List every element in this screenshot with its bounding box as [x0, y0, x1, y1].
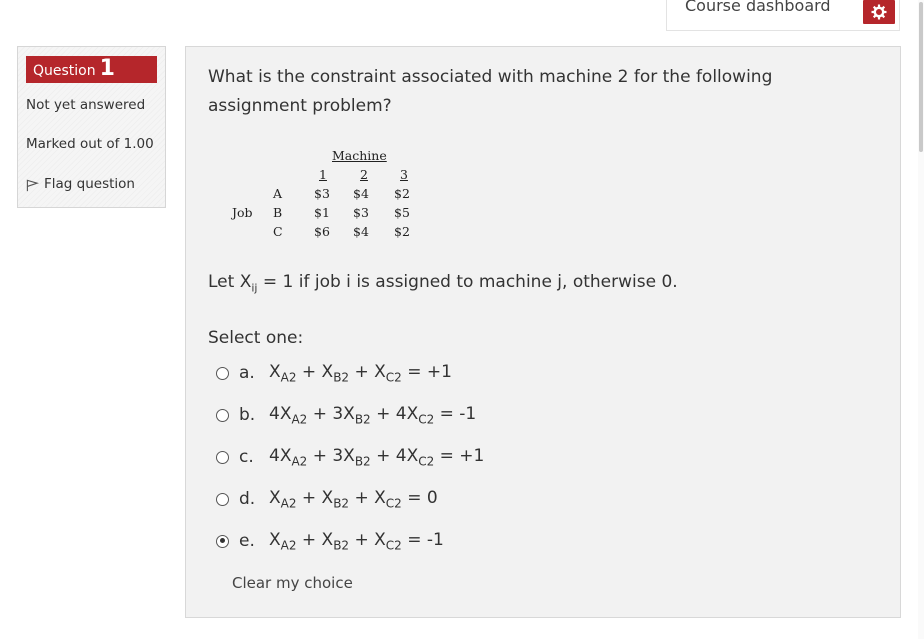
answer-option[interactable]	[216, 361, 452, 385]
row-label: B	[273, 205, 283, 220]
radio-button[interactable]	[216, 493, 229, 506]
flag-question-link[interactable]	[26, 175, 135, 192]
option-subscript: A2	[280, 538, 297, 553]
option-text-part: + X	[296, 529, 334, 550]
question-state: Not yet answered	[26, 97, 146, 113]
option-text-part: + 3X	[307, 403, 355, 424]
answer-option[interactable]	[216, 445, 484, 469]
option-subscript: C2	[418, 412, 435, 427]
option-text-part: + X	[296, 487, 334, 508]
radio-button[interactable]	[216, 535, 229, 548]
option-text[interactable]	[269, 530, 444, 552]
option-text-part: + X	[349, 487, 386, 508]
table-cell: $6	[314, 224, 330, 239]
table-cell: $3	[314, 186, 330, 201]
option-subscript: B2	[354, 454, 371, 469]
flag-question-label[interactable]: Flag question	[44, 175, 135, 192]
select-one-label: Select one:	[208, 328, 304, 348]
settings-button[interactable]	[863, 0, 895, 24]
option-text-part: = 0	[401, 487, 438, 508]
table-cell: $1	[314, 205, 330, 220]
option-letter: a.	[239, 363, 255, 383]
option-text-part: + X	[349, 529, 386, 550]
option-letter: d.	[239, 489, 256, 509]
option-text-part: = +1	[434, 445, 485, 466]
gear-icon	[871, 4, 887, 20]
row-label: C	[273, 224, 283, 239]
option-subscript: C2	[385, 538, 402, 553]
scrollbar-thumb[interactable]	[919, 2, 923, 152]
option-subscript: B2	[354, 412, 371, 427]
table-cell: $2	[394, 186, 410, 201]
answer-option[interactable]	[216, 529, 444, 553]
option-subscript: A2	[291, 454, 308, 469]
option-text-part: + X	[349, 361, 386, 382]
option-text-part: X	[269, 487, 281, 508]
col-header: 1	[319, 167, 327, 182]
table-cell: $4	[353, 224, 369, 239]
option-letter: e.	[239, 531, 255, 551]
option-subscript: C2	[385, 496, 402, 511]
option-subscript: B2	[333, 538, 350, 553]
option-letter: b.	[239, 405, 256, 425]
option-text[interactable]	[269, 446, 484, 468]
question-info-panel	[17, 46, 166, 208]
question-content	[185, 46, 901, 618]
radio-button[interactable]	[216, 451, 229, 464]
question-number-badge	[26, 56, 157, 83]
clear-choice-link[interactable]: Clear my choice	[232, 574, 353, 592]
question-text: What is the constraint associated with machine 2 for the following assignment problem?	[208, 67, 773, 116]
option-subscript: C2	[385, 370, 402, 385]
answer-option[interactable]	[216, 487, 438, 511]
course-dashboard-link[interactable]: Course dashboard	[685, 0, 831, 15]
table-cell: $3	[353, 205, 369, 220]
option-text-part: = -1	[401, 529, 444, 550]
definition-subscript: ij	[251, 281, 258, 295]
option-text[interactable]	[269, 488, 438, 510]
row-label: A	[273, 186, 283, 201]
option-text-part: 4X	[269, 403, 292, 424]
option-subscript: B2	[333, 496, 350, 511]
option-subscript: A2	[280, 496, 297, 511]
option-text-part: 4X	[269, 445, 292, 466]
course-dashboard-bar	[666, 0, 900, 31]
answer-option[interactable]	[216, 403, 476, 427]
question-grade: Marked out of 1.00	[26, 136, 154, 152]
option-text-part: + X	[296, 361, 334, 382]
option-text-part: = +1	[401, 361, 452, 382]
option-text[interactable]	[269, 404, 476, 426]
radio-button[interactable]	[216, 367, 229, 380]
option-subscript: A2	[280, 370, 297, 385]
col-header: 2	[360, 167, 368, 182]
variable-definition	[208, 272, 678, 294]
table-cell: $4	[353, 186, 369, 201]
question-number: 1	[99, 56, 115, 81]
option-subscript: A2	[291, 412, 308, 427]
option-text-part: = -1	[434, 403, 477, 424]
table-header-machine: Machine	[332, 148, 387, 163]
col-header: 3	[400, 167, 408, 182]
table-cell: $2	[394, 224, 410, 239]
option-text-part: X	[269, 361, 281, 382]
option-text-part: + 4X	[370, 403, 419, 424]
row-group-label: Job	[232, 205, 253, 220]
option-text-part: + 4X	[370, 445, 419, 466]
definition-prefix: Let X	[208, 272, 252, 292]
option-text-part: X	[269, 529, 281, 550]
definition-suffix: = 1 if job i is assigned to machine j, otherwise 0.	[257, 272, 678, 292]
option-subscript: C2	[418, 454, 435, 469]
option-subscript: B2	[333, 370, 350, 385]
scrollbar-track[interactable]	[918, 0, 924, 639]
option-text[interactable]	[269, 362, 452, 384]
table-cell: $5	[394, 205, 410, 220]
option-letter: c.	[239, 447, 254, 467]
radio-button[interactable]	[216, 409, 229, 422]
flag-icon	[26, 179, 39, 192]
question-label: Question	[33, 63, 96, 79]
option-text-part: + 3X	[307, 445, 355, 466]
